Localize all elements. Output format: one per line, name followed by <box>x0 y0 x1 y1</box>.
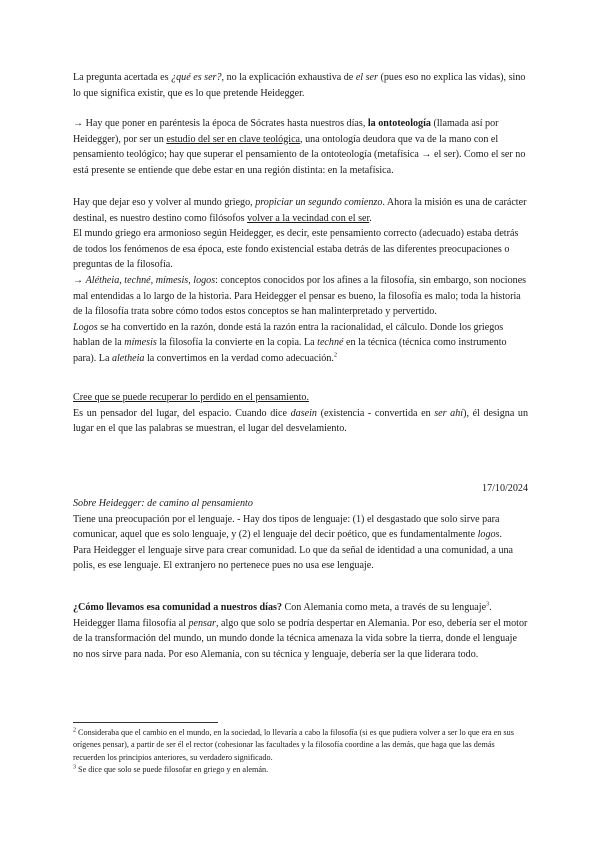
paragraph-pensador-lugar: Cree que se puede recuperar lo perdido en el pensamiento. Es un pensador del lugar, del espacio. Cuando dice dasein (existencia - convertida en ser ahí), él designa un lugar en el que las palabras se muestran, el lugar del desvelamiento. <box>73 392 528 435</box>
paragraph-comunidad: ¿Cómo llevamos esa comunidad a nuestros días? Con Alemania como meta, a través de su lenguaje$^3$. Heidegger llama filosofía al pensar, algo que solo se podría despertar en Alemania. Por eso, debería ser el motor de la transformación del mundo, un mundo donde la técnica amenaza la vida sobre la tierra, donde el lenguaje no nos sirve para nada. Por eso Alemania, con su técnica y lenguaje, debería ser la que liderara todo. <box>73 601 528 660</box>
footnote-ref-2[interactable]: 2 <box>333 352 337 359</box>
footnote-3: $^3$ Se dice que solo se puede filosofar en griego y en alemán. <box>73 764 269 775</box>
footnote-separator <box>73 722 218 723</box>
footnote-2: $^2$ Consideraba que el cambio en el mundo, en la sociedad, lo llevaría a cabo la filosofía (si es que pudiera volver a ser lo que era en sus orígenes pensar), a partir de ser él el rector (cohesionar las facultades y la filosofía coordine a las demás, que haga que las demás recuerden los principios anteriores, su verdadero significado. <box>73 727 514 762</box>
footnote-ref-3[interactable]: 3 <box>486 601 490 608</box>
footnotes <box>73 727 528 777</box>
session-date: 17/10/2024 <box>482 483 528 494</box>
paragraph-intro: La pregunta acertada es ¿qué es ser?, no la explicación exhaustiva de el ser (pues eso no explica las vidas), sino lo que significa existir, que es lo que pretende Heidegger. <box>73 72 526 99</box>
paragraph-armonioso: El mundo griego era armonioso según Heidegger, es decir, este pensamiento correcto (adecuado) estaba detrás de todos los fenómenos de esa época, este fondo existencial estaba detrás de las diferentes preocupaciones o preguntas de la filosofía. <box>73 228 519 271</box>
section-lenguaje: Sobre Heidegger: de camino al pensamiento Tiene una preocupación por el lenguaje. - Hay dos tipos de lenguaje: (1) el desgastado que solo sirve para comunicar, aquel que es solo lenguaje, y (2) el lenguaje del decir poético, que es fundamentalmente logos. Para Heidegger el lenguaje sirve para crear comunidad. Lo que da señal de identidad a una comunidad, a una polis, es ese lenguaje. El extranjero no pertenece pues no usa ese lenguaje. <box>73 498 514 572</box>
section-heading: Sobre Heidegger: de camino al pensamiento <box>73 498 253 509</box>
paragraph-mundo-griego: Hay que dejar eso y volver al mundo griego, propiciar un segundo comienzo. Ahora la misión es una de carácter destinal, es nuestro destino como filósofos volver a la vecindad con el ser. El mundo griego era armonioso según Heidegger, es decir, este pensamiento correcto (adecuado) estaba detrás de todos los fenómenos de esa época, este fondo existencial estaba detrás de las diferentes preocupaciones o preguntas de la filosofía. → Alétheia, techné, mímesis, logos: conceptos conocidos por los afines a la filosofía, sin embargo, son nociones mal entendidas a lo largo de la historia. Para Heidegger el pensar es bueno, la filosofía es malo; toda la historia de la filosofía trata sobre cómo todos estos conceptos se han malinterpretado y pervertido. Logos se ha convertido en la razón, donde está la razón entra la racionalidad, el cálculo. Donde los griegos hablan de la mímesis la filosofía la convierte en la copia. La techné en la técnica (técnica como instrumento para). La aletheia la convertimos en la verdad como adecuación.$^2$ <box>73 197 527 364</box>
paragraph-ontoteologia: → Hay que poner en paréntesis la época de Sócrates hasta nuestros días, la ontoteología (llamada así por Heidegger), por ser un estudio del ser en clave teológica, una ontología deudora que va de la mano con el pensamiento teológico; hay que superar el pensamiento de la ontoteología (metafísica → el ser). Como el ser no está presente se entiende que debe estar en una región distinta: en la metafísica. <box>73 118 526 176</box>
